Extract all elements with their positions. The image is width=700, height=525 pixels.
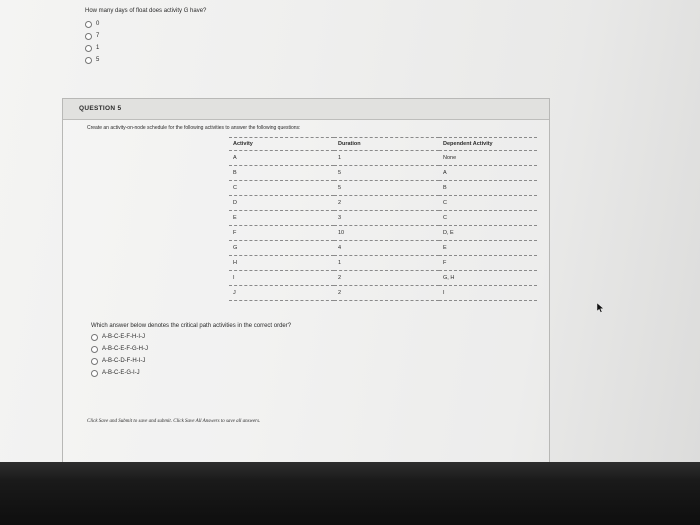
duration-cell: 4 <box>334 241 439 256</box>
monitor-bezel <box>0 462 700 525</box>
question-title: QUESTION 5 <box>79 105 122 112</box>
dependent-cell: B <box>439 181 537 196</box>
activity-cell: B <box>229 166 334 181</box>
duration-cell: 5 <box>334 166 439 181</box>
table-row <box>229 211 537 226</box>
activity-cell: G <box>229 241 334 256</box>
column-header-dependent: Dependent Activity <box>439 138 537 151</box>
radio-button[interactable] <box>85 57 92 64</box>
duration-cell: 1 <box>334 256 439 271</box>
duration-cell: 2 <box>334 286 439 301</box>
radio-button[interactable] <box>91 346 98 353</box>
critical-path-option-2[interactable] <box>91 343 291 355</box>
schedule-table <box>229 137 537 301</box>
radio-button[interactable] <box>85 45 92 52</box>
critical-path-option-1[interactable] <box>91 331 291 343</box>
activity-cell: C <box>229 181 334 196</box>
float-option-7[interactable] <box>85 30 206 42</box>
radio-button[interactable] <box>91 358 98 365</box>
table-row <box>229 196 537 211</box>
table-row <box>229 256 537 271</box>
duration-cell: 5 <box>334 181 439 196</box>
table-row <box>229 286 537 301</box>
activity-cell: H <box>229 256 334 271</box>
table-row <box>229 271 537 286</box>
radio-button[interactable] <box>85 33 92 40</box>
dependent-cell: None <box>439 151 537 166</box>
duration-cell: 2 <box>334 271 439 286</box>
option-label: A-B-C-E-F-H-I-J <box>102 334 145 340</box>
table-header-row <box>229 138 537 151</box>
float-option-1[interactable] <box>85 42 206 54</box>
activity-cell: F <box>229 226 334 241</box>
question-header <box>63 99 549 120</box>
table-row <box>229 166 537 181</box>
dependent-cell: D, E <box>439 226 537 241</box>
question-5-panel <box>62 98 550 465</box>
question-prompt: Create an activity-on-node schedule for the following activities to answer the following questions: <box>87 125 301 131</box>
save-instructions: Click Save and Submit to save and submit. Click Save All Answers to save all answers. <box>87 419 261 424</box>
radio-button[interactable] <box>91 334 98 341</box>
critical-path-option-3[interactable] <box>91 355 291 367</box>
option-label: 5 <box>96 57 100 63</box>
option-label: 1 <box>96 45 100 51</box>
dependent-cell: I <box>439 286 537 301</box>
duration-cell: 1 <box>334 151 439 166</box>
duration-cell: 3 <box>334 211 439 226</box>
radio-button[interactable] <box>85 21 92 28</box>
mouse-cursor-icon <box>597 303 605 313</box>
table-row <box>229 226 537 241</box>
column-header-activity: Activity <box>229 138 334 151</box>
option-label: 7 <box>96 33 100 39</box>
table-row <box>229 181 537 196</box>
option-label: A-B-C-E-G-I-J <box>102 370 140 376</box>
radio-button[interactable] <box>91 370 98 377</box>
critical-path-question <box>91 323 291 379</box>
critical-path-question-text: Which answer below denotes the critical path activities in the correct order? <box>91 323 292 329</box>
dependent-cell: F <box>439 256 537 271</box>
option-label: 0 <box>96 21 100 27</box>
previous-question <box>85 8 206 66</box>
duration-cell: 2 <box>334 196 439 211</box>
activity-cell: I <box>229 271 334 286</box>
dependent-cell: C <box>439 196 537 211</box>
activity-cell: D <box>229 196 334 211</box>
dependent-cell: E <box>439 241 537 256</box>
table-row <box>229 241 537 256</box>
critical-path-option-4[interactable] <box>91 367 291 379</box>
dependent-cell: C <box>439 211 537 226</box>
float-option-5[interactable] <box>85 54 206 66</box>
option-label: A-B-C-E-F-G-H-J <box>102 346 148 352</box>
previous-question-text: How many days of float does activity G have? <box>85 8 207 14</box>
table-row <box>229 151 537 166</box>
activity-cell: J <box>229 286 334 301</box>
duration-cell: 10 <box>334 226 439 241</box>
dependent-cell: G, H <box>439 271 537 286</box>
column-header-duration: Duration <box>334 138 439 151</box>
dependent-cell: A <box>439 166 537 181</box>
option-label: A-B-C-D-F-H-I-J <box>102 358 146 364</box>
activity-cell: E <box>229 211 334 226</box>
activity-cell: A <box>229 151 334 166</box>
float-option-0[interactable] <box>85 18 206 30</box>
